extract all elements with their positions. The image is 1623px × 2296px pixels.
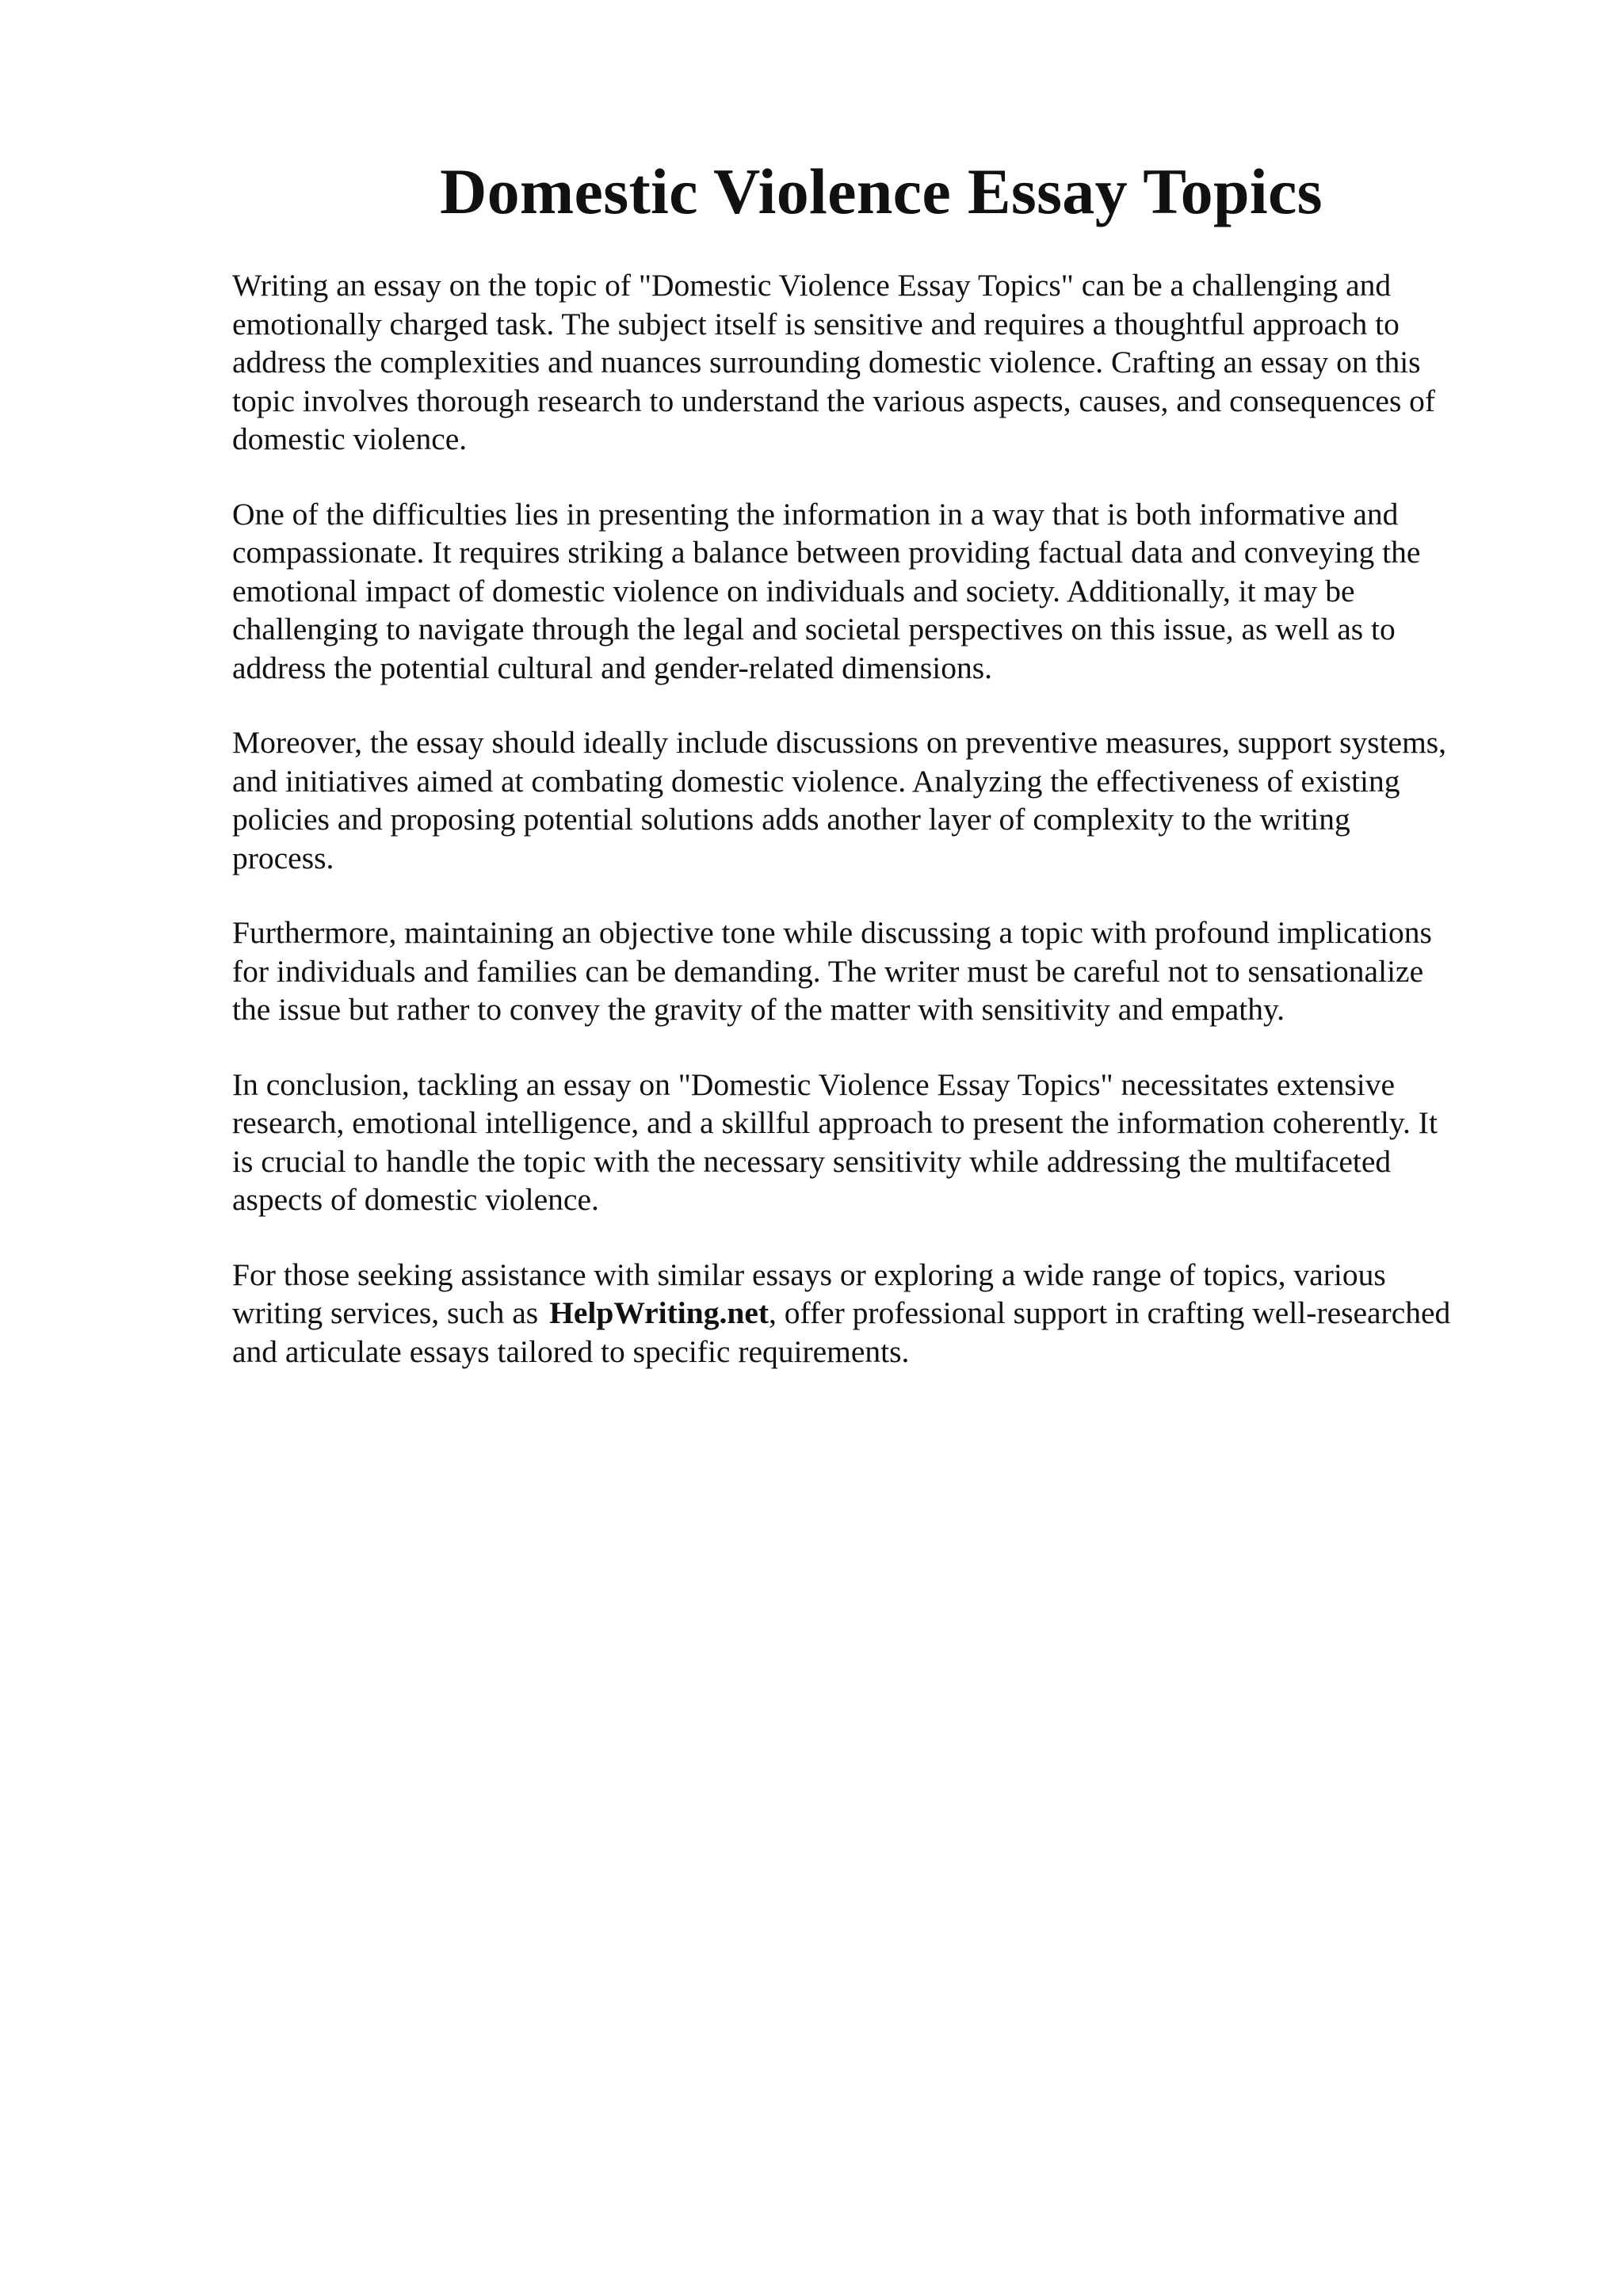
- paragraph-line: Furthermore, maintaining an objective tone while discussing a topic with profound implications: [232, 915, 1432, 950]
- paragraph-line: and articulate essays tailored to specific requirements.: [232, 1333, 910, 1369]
- paragraph-line: and initiatives aimed at combating domestic violence. Analyzing the effectiveness of existing: [232, 763, 1400, 799]
- paragraph-line: for individuals and families can be demanding. The writer must be careful not to sensationalize: [232, 953, 1424, 989]
- paragraph-2: [232, 495, 1532, 688]
- paragraph-3: [232, 723, 1532, 877]
- paragraph-line: the issue but rather to convey the gravity of the matter with sensitivity and empathy.: [232, 992, 1285, 1027]
- paragraph-line: address the complexities and nuances surrounding domestic violence. Crafting an essay on this: [232, 345, 1421, 379]
- paragraph-line: For those seeking assistance with similar essays or exploring a wide range of topics, various: [232, 1257, 1386, 1292]
- paragraph-4: [232, 913, 1532, 1029]
- page-title: Domestic Violence Essay Topics: [440, 155, 1323, 227]
- paragraph-line: compassionate. It requires striking a balance between providing factual data and conveying the: [232, 535, 1421, 570]
- paragraph-line: One of the difficulties lies in presenting the information in a way that is both informative and: [232, 496, 1399, 532]
- paragraph-line: policies and proposing potential solutions adds another layer of complexity to the writing: [232, 802, 1350, 837]
- paragraph-5: [232, 1066, 1532, 1219]
- paragraph-line: emotional impact of domestic violence on individuals and society. Additionally, it may be: [232, 573, 1355, 608]
- paragraph-6: [232, 1256, 1532, 1371]
- paragraph-line: challenging to navigate through the legal and societal perspectives on this issue, as well as to: [232, 612, 1396, 646]
- helpwriting-link[interactable]: HelpWriting.net: [549, 1295, 769, 1330]
- paragraph-line: research, emotional intelligence, and a skillful approach to present the information coherently. It: [232, 1105, 1438, 1140]
- paragraph-line: domestic violence.: [232, 421, 468, 456]
- paragraph-1: [232, 266, 1532, 459]
- paragraph-line: process.: [232, 840, 334, 875]
- paragraph-line: topic involves thorough research to understand the various aspects, causes, and consequences of: [232, 383, 1436, 418]
- paragraph-line: is crucial to handle the topic with the necessary sensitivity while addressing the multifaceted: [232, 1143, 1392, 1179]
- paragraph-line: Writing an essay on the topic of "Domestic Violence Essay Topics" can be a challenging and: [232, 268, 1392, 303]
- paragraph-line: address the potential cultural and gender-related dimensions.: [232, 650, 992, 685]
- line-text-after: , offer professional support in crafting well-researched: [769, 1295, 1451, 1330]
- paragraph-line-with-link: [232, 1294, 1532, 1333]
- paragraph-line: emotionally charged task. The subject itself is sensitive and requires a thoughtful approach to: [232, 306, 1400, 341]
- document-body: [232, 266, 1532, 1407]
- paragraph-line: In conclusion, tackling an essay on "Domestic Violence Essay Topics" necessitates extensive: [232, 1066, 1396, 1102]
- line-text-before: writing services, such as: [232, 1295, 539, 1330]
- paragraph-line: aspects of domestic violence.: [232, 1182, 599, 1217]
- paragraph-line: Moreover, the essay should ideally include discussions on preventive measures, support systems,: [232, 725, 1447, 760]
